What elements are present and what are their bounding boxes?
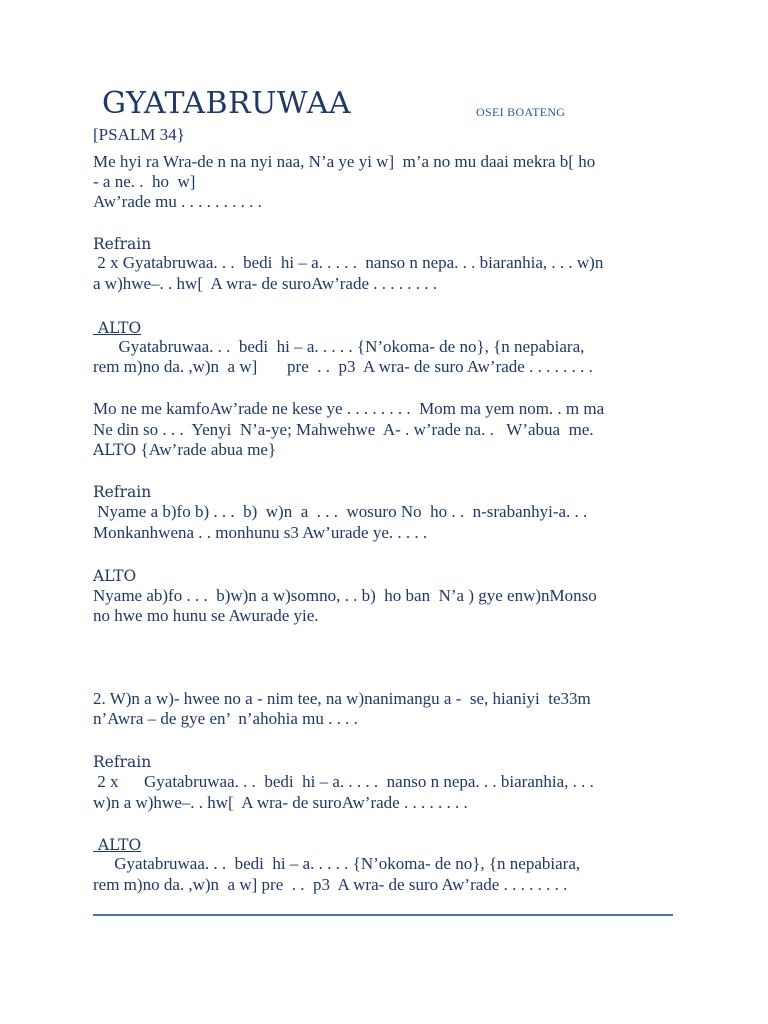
refrain-heading-1: Refrain (93, 235, 152, 253)
verse-3-line-1: 2. W)n a w)- hwee no a - nim tee, na w)nanimangu a - se, hianiyi te33m (93, 689, 591, 708)
refrain-2-line-2: Monkanhwena . . monhunu s3 Aw’urade ye. . . . . (93, 523, 428, 542)
refrain-3-line-1: 2 x Gyatabruwaa. . . bedi hi – a. . . . . nanso n nepa. . . biaranhia, . . . (93, 772, 594, 791)
alto-1-line-1: Gyatabruwaa. . . bedi hi – a. . . . . {N’okoma- de no}, {n nepabiara, (93, 337, 585, 356)
psalm-reference: [PSALM 34} (93, 125, 185, 144)
refrain-heading-3: Refrain (93, 753, 152, 771)
footer-divider (93, 914, 673, 916)
refrain-3-line-2: w)n a w)hwe–. . hw[ A wra- de suroAw’rade . . . . . . . . (93, 793, 468, 812)
alto-1-line-2: rem m)no da. ,w)n a w] pre . . p3 A wra- de suro Aw’rade . . . . . . . . (93, 357, 593, 376)
verse-2-line-1: Mo ne me kamfoAw’rade ne kese ye . . . . . . . . Mom ma yem nom. . m ma (93, 399, 605, 418)
refrain-2-line-1: Nyame a b)fo b) . . . b) w)n a . . . wosuro No ho . . n-srabanhyi-a. . . (93, 502, 588, 521)
refrain-1-line-1: 2 x Gyatabruwaa. . . bedi hi – a. . . . . nanso n nepa. . . biaranhia, . . . w)n (93, 253, 604, 272)
alto-heading-2: ALTO (93, 567, 137, 585)
refrain-heading-2: Refrain (93, 483, 152, 501)
alto-2-line-2: no hwe mo hunu se Awurade yie. (93, 606, 319, 625)
verse-1-line-2: - a ne. . ho w] (93, 172, 196, 191)
alto-heading-3: ALTO (93, 836, 142, 854)
alto-response-text: {Aw’rade abua me} (136, 440, 277, 459)
alto-3-line-1: Gyatabruwaa. . . bedi hi – a. . . . . {N’okoma- de no}, {n nepabiara, (93, 854, 581, 873)
verse-2-line-2: Ne din so . . . Yenyi N’a-ye; Mahwehwe A- . w’rade na. . W’abua me. (93, 420, 594, 439)
alto-response-line (93, 440, 276, 460)
refrain-1-line-2: a w)hwe–. . hw[ A wra- de suroAw’rade . . . . . . . . (93, 274, 438, 293)
alto-heading-1: ALTO (93, 319, 142, 337)
verse-1-line-3: Aw’rade mu . . . . . . . . . . (93, 192, 262, 211)
song-title: GYATABRUWAA (102, 86, 352, 121)
composer-name: OSEI BOATENG (476, 105, 566, 119)
alto-label: ALTO (93, 441, 137, 459)
alto-2-line-1: Nyame ab)fo . . . b)w)n a w)somno, . . b) ho ban N’a ) gye enw)nMonso (93, 586, 597, 605)
alto-3-line-2: rem m)no da. ,w)n a w] pre . . p3 A wra- de suro Aw’rade . . . . . . . . (93, 875, 568, 894)
verse-3-line-2: n’Awra – de gye en’ n’ahohia mu . . . . (93, 709, 358, 728)
verse-1-line-1: Me hyi ra Wra-de n na nyi naa, N’a ye yi w] m’a no mu daai mekra b[ ho (93, 152, 596, 171)
